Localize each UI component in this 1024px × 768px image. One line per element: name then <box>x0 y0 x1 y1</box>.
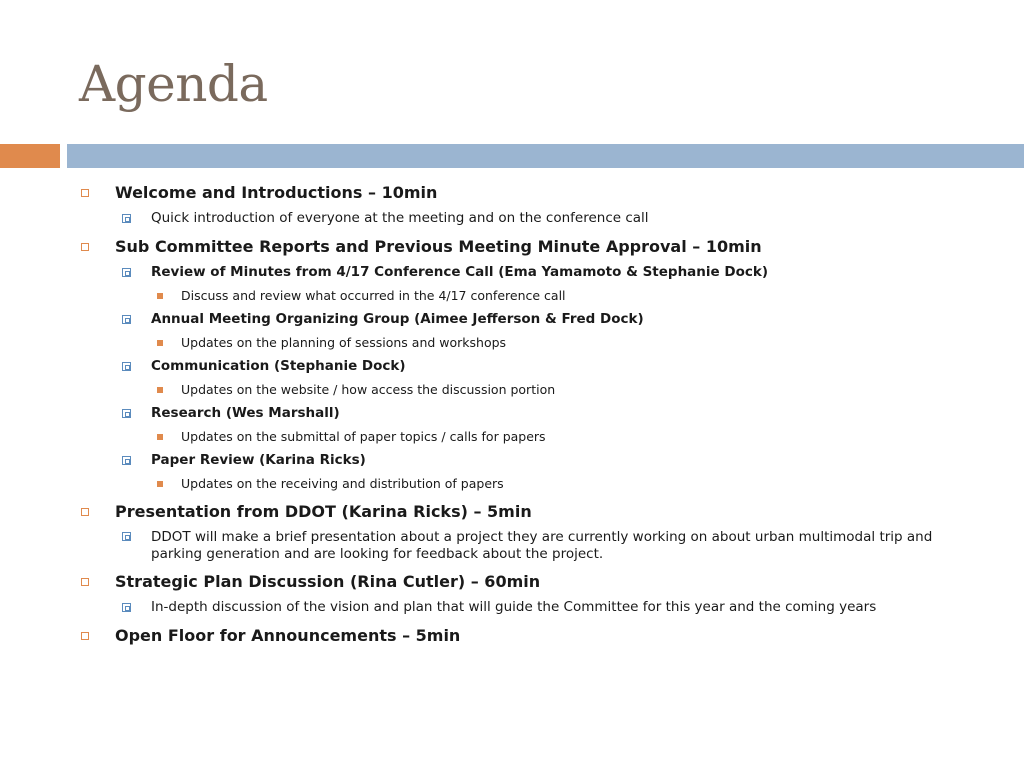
agenda-item-title: Open Floor for Announcements – 5min <box>115 626 461 645</box>
nested-square-bullet-icon <box>122 603 131 612</box>
nested-square-bullet-icon <box>122 268 131 277</box>
accent-bar-orange <box>0 144 60 168</box>
agenda-detail: Discuss and review what occurred in the 4/17 conference call <box>181 288 566 303</box>
agenda-subitem: DDOT will make a brief presentation about a project they are currently working on about urban multimodal trip and parking generation and are looking for feedback about the project. <box>151 529 933 562</box>
filled-square-bullet-icon <box>157 481 163 487</box>
agenda-subitem: Annual Meeting Organizing Group (Aimee Jefferson & Fred Dock) <box>151 311 644 327</box>
filled-square-bullet-icon <box>157 434 163 440</box>
agenda-detail: Updates on the planning of sessions and workshops <box>181 335 507 350</box>
hollow-square-bullet-icon <box>81 632 89 640</box>
agenda-detail: Updates on the receiving and distribution of papers <box>181 476 504 491</box>
agenda-detail: Updates on the website / how access the discussion portion <box>181 382 556 397</box>
agenda-subitem: Paper Review (Karina Ricks) <box>151 452 366 468</box>
agenda-subitem: In-depth discussion of the vision and plan that will guide the Committee for this year and the coming years <box>151 599 877 615</box>
filled-square-bullet-icon <box>157 293 163 299</box>
agenda-item-title: Presentation from DDOT (Karina Ricks) – 5min <box>115 502 532 521</box>
agenda-item-title: Sub Committee Reports and Previous Meeting Minute Approval – 10min <box>115 237 762 256</box>
nested-square-bullet-icon <box>122 409 131 418</box>
agenda-item-title: Strategic Plan Discussion (Rina Cutler) – 60min <box>115 572 541 591</box>
hollow-square-bullet-icon <box>81 189 89 197</box>
nested-square-bullet-icon <box>122 315 131 324</box>
hollow-square-bullet-icon <box>81 243 89 251</box>
hollow-square-bullet-icon <box>81 508 89 516</box>
accent-bar-blue <box>67 144 1024 168</box>
agenda-detail: Updates on the submittal of paper topics / calls for papers <box>181 429 546 444</box>
slide-title: Agenda <box>79 55 268 113</box>
nested-square-bullet-icon <box>122 362 131 371</box>
agenda-subitem: Communication (Stephanie Dock) <box>151 358 406 374</box>
agenda-subitem: Quick introduction of everyone at the meeting and on the conference call <box>151 210 649 226</box>
nested-square-bullet-icon <box>122 532 131 541</box>
agenda-item-title: Welcome and Introductions – 10min <box>115 183 438 202</box>
filled-square-bullet-icon <box>157 340 163 346</box>
nested-square-bullet-icon <box>122 214 131 223</box>
hollow-square-bullet-icon <box>81 578 89 586</box>
nested-square-bullet-icon <box>122 456 131 465</box>
agenda-subitem: Research (Wes Marshall) <box>151 405 340 421</box>
filled-square-bullet-icon <box>157 387 163 393</box>
agenda-subitem: Review of Minutes from 4/17 Conference Call (Ema Yamamoto & Stephanie Dock) <box>151 264 769 280</box>
